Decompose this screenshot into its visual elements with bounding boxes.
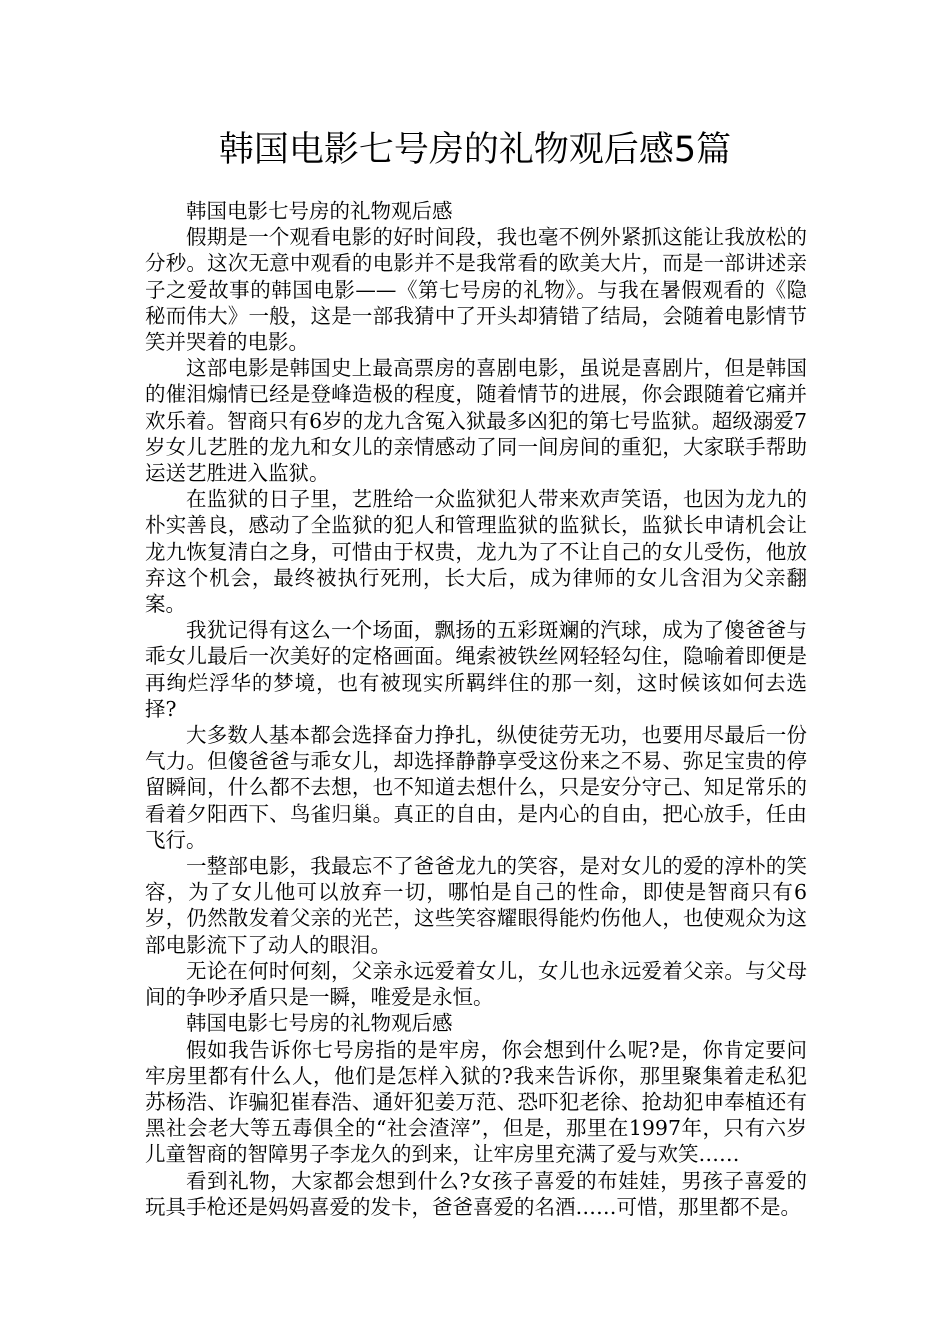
subheading-paragraph: 韩国电影七号房的礼物观后感	[186, 1011, 453, 1036]
body-paragraph: 我犹记得有这么一个场面，飘扬的五彩斑斓的汽球，成为了傻爸爸与乖女儿最后一次美好的定格画面。绳索被铁丝网轻轻勾住，隐喻着即便是再绚烂浮华的梦境，也有被现实所羁绊住的那一刻，这时候该如何去选择?	[145, 618, 807, 721]
body-paragraph: 无论在何时何刻，父亲永远爱着女儿，女儿也永远爱着父亲。与父母间的争吵矛盾只是一瞬，唯爱是永恒。	[145, 958, 807, 1010]
subheading-paragraph: 韩国电影七号房的礼物观后感	[186, 199, 453, 223]
body-paragraph: 大多数人基本都会选择奋力挣扎，纵使徒劳无功，也要用尽最后一份气力。但傻爸爸与乖女儿，却选择静静享受这份来之不易、弥足宝贵的停留瞬间，什么都不去想，也不知道去想什么，只是安分守己、知足常乐的看着夕阳西下、鸟雀归巢。真正的自由，是内心的自由，把心放手，任由飞行。	[145, 723, 807, 852]
body-paragraph: 假期是一个观看电影的好时间段，我也毫不例外紧抓这能让我放松的分秒。这次无意中观看的电影并不是我常看的欧美大片，而是一部讲述亲子之爱故事的韩国电影——《第七号房的礼物》。与我在暑假观看的《隐秘而伟大》一般，这是一部我猜中了开头却猜错了结局，会随着电影情节笑并哭着的电影。	[145, 225, 807, 355]
body-paragraph: 一整部电影，我最忘不了爸爸龙九的笑容，是对女儿的爱的淳朴的笑容，为了女儿他可以放弃一切，哪怕是自己的性命，即使是智商只有6岁，仍然散发着父亲的光芒，这些笑容耀眼得能灼伤他人，也使观众为这部电影流下了动人的眼泪。	[145, 854, 807, 957]
body-paragraph: 假如我告诉你七号房指的是牢房，你会想到什么呢?是，你肯定要问牢房里都有什么人，他们是怎样入狱的?我来告诉你，那里聚集着走私犯苏杨浩、诈骗犯崔春浩、通奸犯姜万范、恐吓犯老徐、抢劫犯申奉植还有黑社会老大等五毒俱全的“社会渣滓”，但是，那里在1997年，只有六岁儿童智商的智障男子李龙久的到来，让牢房里充满了爱与欢笑……	[145, 1037, 807, 1167]
body-paragraph: 这部电影是韩国史上最高票房的喜剧电影，虽说是喜剧片，但是韩国的催泪煽情已经是登峰造极的程度，随着情节的进展，你会跟随着它痛并欢乐着。智商只有6岁的龙九含冤入狱最多凶犯的第七号监狱。超级溺爱7岁女儿艺胜的龙九和女儿的亲情感动了同一间房间的重犯，大家联手帮助运送艺胜进入监狱。	[145, 356, 807, 486]
body-paragraph: 看到礼物，大家都会想到什么?女孩子喜爱的布娃娃，男孩子喜爱的玩具手枪还是妈妈喜爱的发卡，爸爸喜爱的名酒……可惜，那里都不是。	[145, 1168, 807, 1219]
body-paragraph: 在监狱的日子里，艺胜给一众监狱犯人带来欢声笑语，也因为龙九的朴实善良，感动了全监狱的犯人和管理监狱的监狱长，监狱长申请机会让龙九恢复清白之身，可惜由于权贵，龙九为了不让自己的女儿受伤，他放弃这个机会，最终被执行死刑，长大后，成为律师的女儿含泪为父亲翻案。	[145, 487, 807, 617]
document-title: 韩国电影七号房的礼物观后感5篇	[218, 130, 732, 170]
document-body	[145, 198, 807, 1220]
